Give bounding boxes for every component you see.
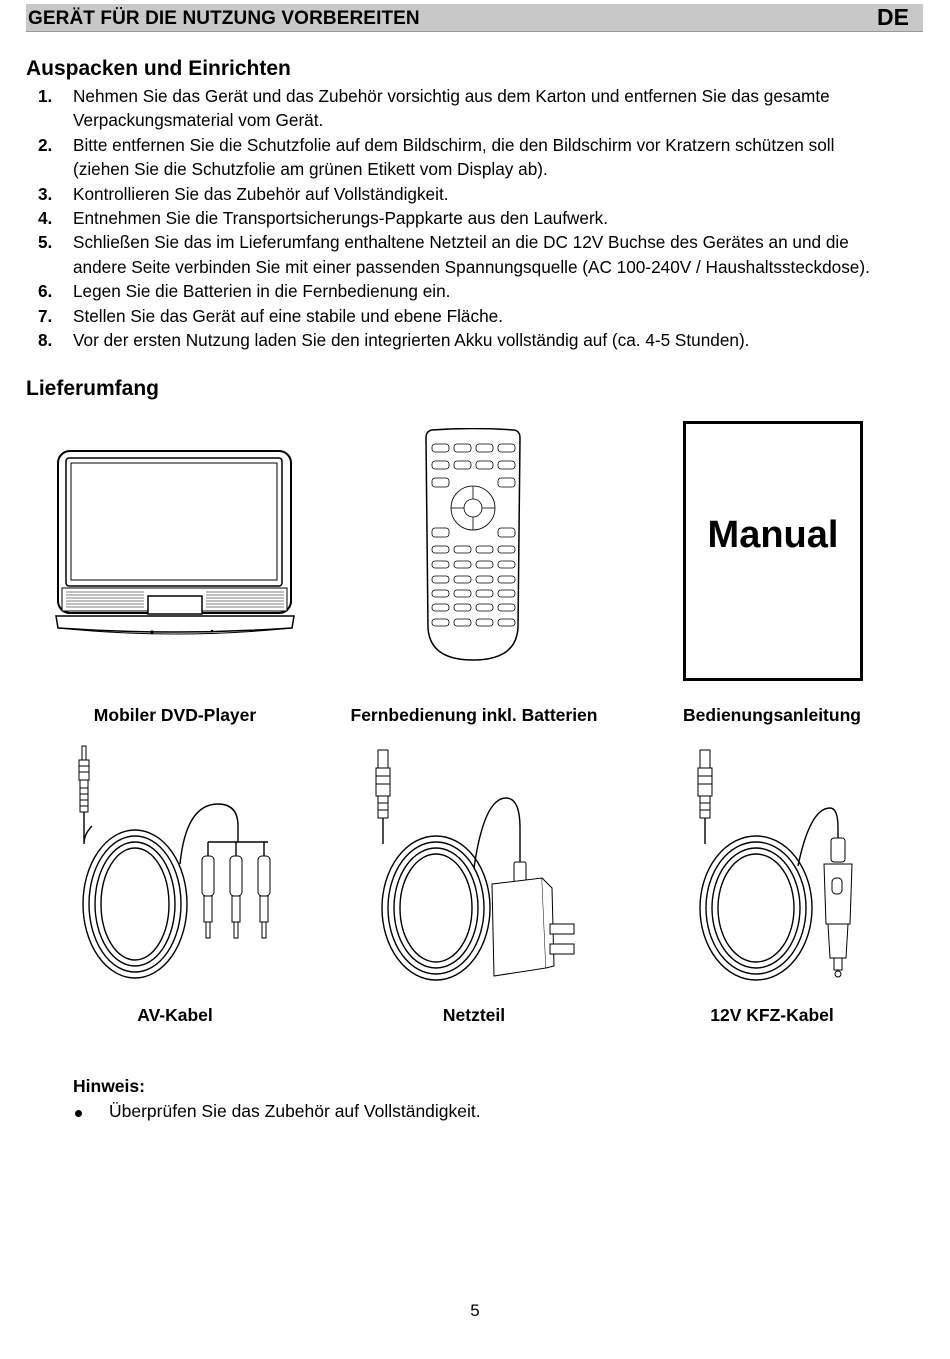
list-item: 2. Bitte entfernen Sie die Schutzfolie auf dem Bildschirm, die den Bildschirm vor Kratzern schützen soll (ziehen Sie die Schutzfolie am grünen Etikett vom Display ab). bbox=[38, 134, 835, 180]
setup-steps-list bbox=[26, 84, 916, 352]
av-cable-illustration bbox=[68, 744, 280, 984]
note-bullet-text: Überprüfen Sie das Zubehör auf Vollständigkeit. bbox=[109, 1101, 481, 1121]
list-item: 8. Vor der ersten Nutzung laden Sie den integrierten Akku vollständig auf (ca. 4-5 Stunden). bbox=[38, 330, 750, 351]
section-title: GERÄT FÜR DIE NUTZUNG VORBEREITEN bbox=[28, 8, 420, 29]
list-item: 5. Schließen Sie das im Lieferumfang enthaltene Netzteil an die DC 12V Buchse des Gerätes an und die andere Seite verbinden Sie mit einer passenden Spannungsquelle (AC 100-240V / Haushaltssteckdose). bbox=[38, 232, 870, 277]
bullet-icon bbox=[75, 1110, 82, 1117]
page-number: 5 bbox=[470, 1301, 480, 1320]
heading-delivery-contents: Lieferumfang bbox=[26, 377, 160, 400]
caption-remote: Fernbedienung inkl. Batterien bbox=[350, 705, 598, 725]
dvd-player-illustration bbox=[52, 448, 298, 644]
list-item: 7. Stellen Sie das Gerät auf eine stabile und ebene Fläche. bbox=[38, 305, 503, 326]
list-item: 4. Entnehmen Sie die Transportsicherungs-Pappkarte aus den Laufwerk. bbox=[38, 208, 609, 229]
caption-manual: Bedienungsanleitung bbox=[683, 705, 861, 725]
manual-cover-text: Manual bbox=[707, 514, 839, 556]
heading-unpacking: Auspacken und Einrichten bbox=[26, 57, 291, 80]
caption-car-cable: 12V KFZ-Kabel bbox=[710, 1005, 834, 1025]
section-header-bar bbox=[26, 4, 923, 32]
caption-power-supply: Netzteil bbox=[442, 1005, 506, 1025]
language-code: DE bbox=[877, 4, 909, 30]
list-item: 6. Legen Sie die Batterien in die Fernbedienung ein. bbox=[38, 281, 451, 302]
car-cable-illustration bbox=[680, 748, 870, 988]
list-item: 1. Nehmen Sie das Gerät und das Zubehör vorsichtig aus dem Karton und entfernen Sie das gesamte Verpackungsmaterial vom Gerät. bbox=[38, 86, 830, 131]
remote-control-illustration bbox=[424, 428, 522, 662]
caption-dvd-player: Mobiler DVD-Player bbox=[93, 705, 257, 725]
caption-av-cable: AV-Kabel bbox=[137, 1005, 213, 1025]
manual-cover-illustration bbox=[683, 421, 863, 681]
list-item: 3. Kontrollieren Sie das Zubehör auf Vollständigkeit. bbox=[38, 183, 449, 204]
power-supply-illustration bbox=[374, 748, 582, 984]
note-title: Hinweis: bbox=[73, 1076, 145, 1096]
